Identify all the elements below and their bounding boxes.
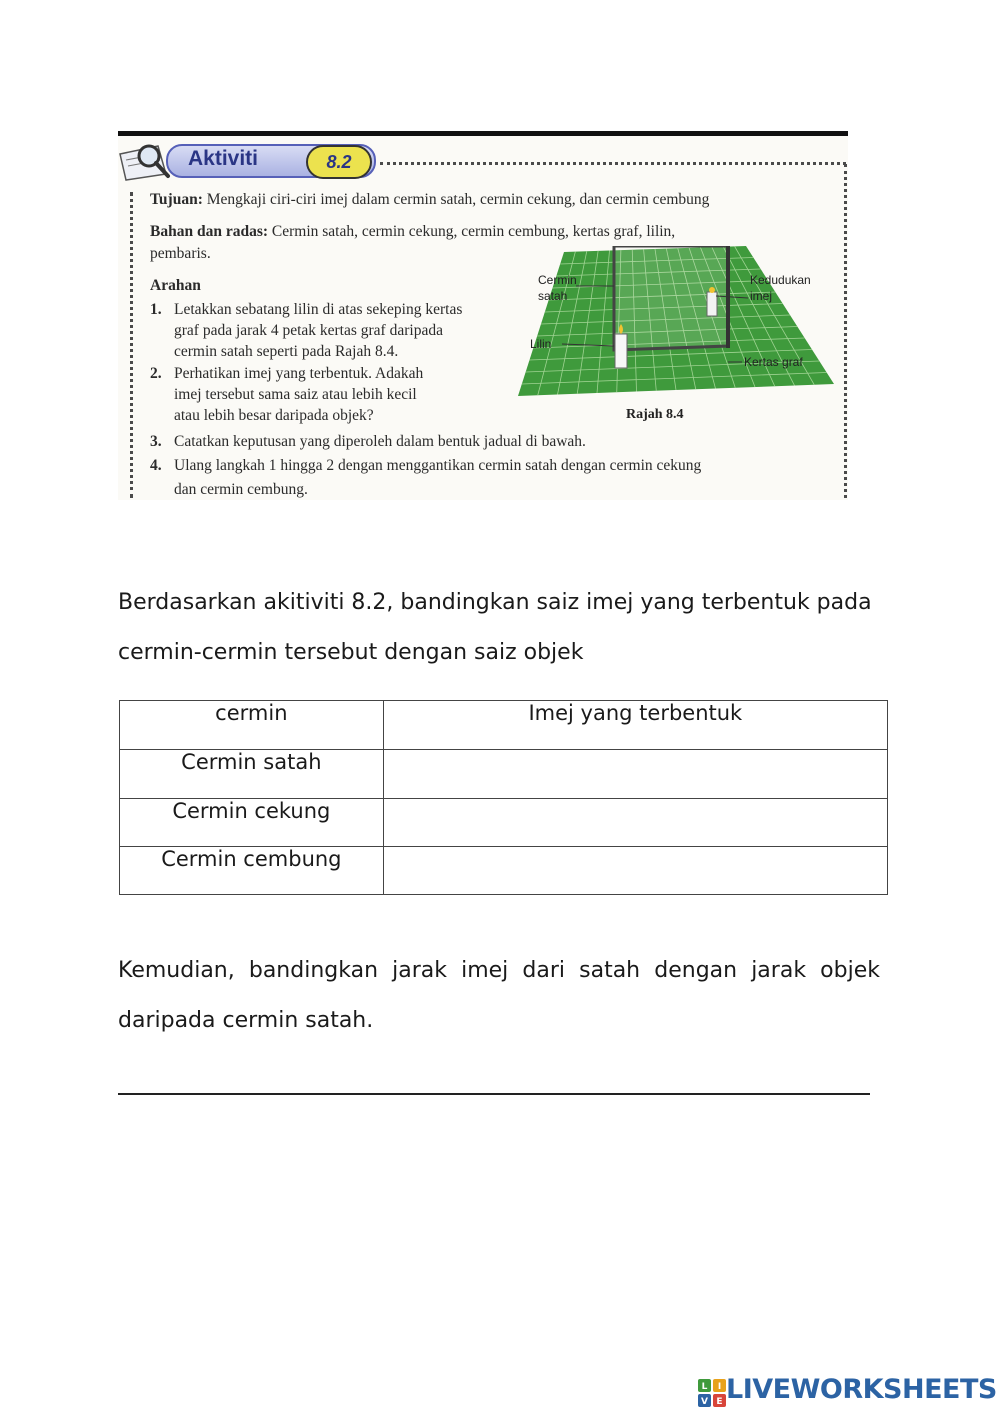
tujuan-line (150, 189, 709, 210)
bahan-text-cont: pembaris. (150, 245, 211, 262)
question1-line2: cermin-cermin tersebut dengan saiz objek (118, 640, 584, 665)
brand-name: LIVEWORKSHEETS (726, 1374, 997, 1405)
bahan-line (150, 221, 675, 242)
results-table (119, 700, 888, 895)
table-row (120, 750, 888, 799)
candle-image (707, 292, 717, 316)
mirror-cell: Cermin cekung (120, 799, 384, 847)
header-image: Imej yang terbentuk (383, 701, 887, 750)
bahan-label: Bahan dan radas: (150, 223, 269, 240)
answer-line[interactable] (118, 1093, 870, 1095)
candle-image-flame (709, 287, 715, 293)
step-number: 3. (150, 433, 162, 450)
logo-tile-letter: E (716, 1397, 723, 1407)
tujuan-text: Mengkaji ciri-ciri imej dalam cermin satah, cermin cekung, dan cermin cembung (206, 191, 710, 208)
question2-line2: daripada cermin satah. (118, 1008, 374, 1033)
dotted-border-top (380, 162, 846, 165)
step-line: atau lebih besar daripada objek? (174, 407, 374, 424)
label-image-cont: imej (750, 289, 773, 303)
logo-tile-letter: L (701, 1382, 708, 1392)
label-mirror: Cermin (538, 273, 577, 287)
table-header-row (120, 701, 888, 750)
question1-line1: Berdasarkan akitiviti 8.2, bandingkan saiz imej yang terbentuk pada (118, 590, 872, 615)
step-line: imej tersebut sama saiz atau lebih kecil (174, 386, 417, 403)
step-number: 2. (150, 365, 162, 382)
image-answer-cell[interactable] (383, 799, 887, 847)
label-mirror-cont: satah (538, 289, 568, 303)
step-number: 1. (150, 301, 162, 318)
activity-number-badge: 8.2 (306, 145, 372, 179)
logo-tile-letter: V (701, 1397, 708, 1407)
tujuan-label: Tujuan: (150, 191, 203, 208)
label-candle: Lilin (530, 337, 552, 351)
activity-scan (118, 136, 848, 500)
step-line: Perhatikan imej yang terbentuk. Adakah (174, 365, 424, 382)
label-image: Kedudukan (750, 273, 811, 287)
dotted-border-right (844, 164, 847, 498)
step-line: Catatkan keputusan yang diperoleh dalam bentuk jadual di bawah. (174, 433, 586, 450)
activity-title: Aktiviti (188, 147, 259, 170)
step-line: cermin satah seperti pada Rajah 8.4. (174, 343, 399, 360)
arahan-heading: Arahan (150, 277, 201, 294)
image-answer-cell[interactable] (383, 750, 887, 799)
step-number: 4. (150, 457, 162, 474)
label-paper: Kertas graf (744, 355, 803, 369)
table-row (120, 799, 888, 847)
mirror-cell: Cermin cembung (120, 847, 384, 895)
step-line: dan cermin cembung. (174, 481, 308, 498)
candle-object (615, 334, 627, 368)
logo-tile-letter: I (717, 1382, 722, 1392)
question2-line1: Kemudian, bandingkan jarak imej dari satah dengan jarak objek (118, 958, 880, 983)
logo-tiles-icon (698, 1379, 726, 1407)
mirror-cell: Cermin satah (120, 750, 384, 799)
step-line: graf pada jarak 4 petak kertas graf daripada (174, 322, 443, 339)
header-mirror: cermin (120, 701, 384, 750)
table-row (120, 847, 888, 895)
diagram-caption: Rajah 8.4 (626, 407, 684, 422)
rajah-8-4-diagram (518, 246, 834, 442)
step-line: Letakkan sebatang lilin di atas sekeping kertas (174, 301, 463, 318)
step-line: Ulang langkah 1 hingga 2 dengan menggantikan cermin satah dengan cermin cekung (174, 457, 702, 474)
dotted-border-left (130, 192, 133, 498)
image-answer-cell[interactable] (383, 847, 887, 895)
bahan-text: Cermin satah, cermin cekung, cermin cembung, kertas graf, lilin, (271, 223, 676, 240)
